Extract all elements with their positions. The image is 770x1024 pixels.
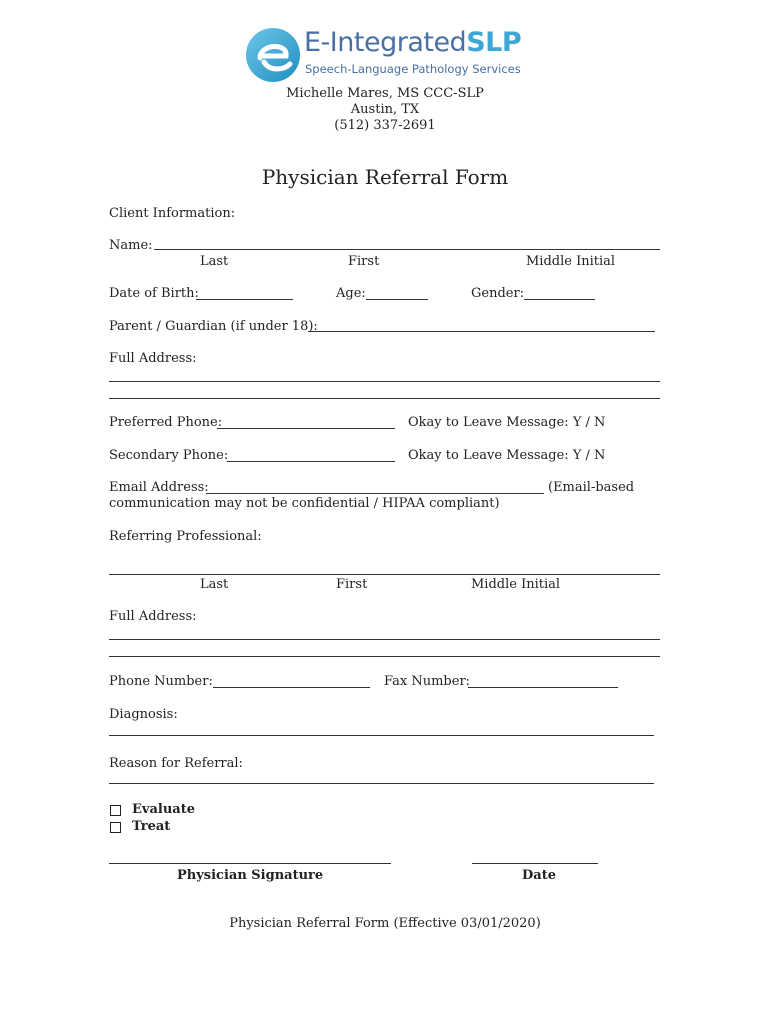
practice-phone: (512) 337-2691 <box>334 118 436 133</box>
treat-checkbox[interactable] <box>110 822 121 833</box>
client-address-field-1[interactable] <box>109 381 660 382</box>
logo-mark-icon <box>244 24 306 86</box>
fax-number-label: Fax Number: <box>384 674 471 689</box>
referring-first-caption: First <box>336 577 368 592</box>
practice-header <box>0 86 770 134</box>
guardian-field[interactable] <box>308 331 655 332</box>
gender-field[interactable] <box>524 299 595 300</box>
signature-date-label: Date <box>522 868 556 883</box>
physician-signature-field[interactable] <box>109 863 391 864</box>
age-field[interactable] <box>366 299 428 300</box>
client-section-label: Client Information: <box>109 206 236 221</box>
referring-middle-caption: Middle Initial <box>471 577 561 592</box>
phone-number-label: Phone Number: <box>109 674 213 689</box>
preferred-phone-label: Preferred Phone: <box>109 415 223 430</box>
diagnosis-label: Diagnosis: <box>109 707 178 722</box>
diagnosis-field[interactable] <box>109 735 654 736</box>
email-note-continued: communication may not be confidential / HIPAA compliant) <box>109 496 500 511</box>
page-title: Physician Referral Form <box>261 165 509 189</box>
secondary-leave-message[interactable]: Okay to Leave Message: Y / N <box>408 448 606 463</box>
client-address-field-2[interactable] <box>109 398 660 399</box>
signature-date-field[interactable] <box>472 863 598 864</box>
footer-text: Physician Referral Form (Effective 03/01/2020) <box>229 916 541 931</box>
client-name-label: Name: <box>109 238 153 253</box>
physician-signature-label: Physician Signature <box>177 868 324 883</box>
guardian-label: Parent / Guardian (if under 18): <box>109 319 318 334</box>
reason-label: Reason for Referral: <box>109 756 243 771</box>
dob-label: Date of Birth: <box>109 286 199 301</box>
referring-last-caption: Last <box>200 577 229 592</box>
preferred-phone-field[interactable] <box>217 428 395 429</box>
referring-address-field-2[interactable] <box>109 656 660 657</box>
secondary-phone-field[interactable] <box>227 461 395 462</box>
fax-number-field[interactable] <box>468 687 618 688</box>
evaluate-checkbox[interactable] <box>110 805 121 816</box>
age-label: Age: <box>336 286 366 301</box>
practitioner-name: Michelle Mares, MS CCC-SLP <box>286 86 484 101</box>
client-last-caption: Last <box>200 254 229 269</box>
logo-wordmark: E-IntegratedSLP <box>304 27 522 58</box>
client-name-field[interactable] <box>154 249 660 250</box>
client-middle-caption: Middle Initial <box>526 254 616 269</box>
email-field[interactable] <box>206 493 544 494</box>
phone-number-field[interactable] <box>213 687 370 688</box>
referring-section-label: Referring Professional: <box>109 529 262 544</box>
secondary-phone-label: Secondary Phone: <box>109 448 229 463</box>
logo-tagline: Speech-Language Pathology Services <box>305 62 521 76</box>
gender-label: Gender: <box>471 286 525 301</box>
email-label: Email Address: <box>109 480 209 495</box>
preferred-leave-message[interactable]: Okay to Leave Message: Y / N <box>408 415 606 430</box>
referring-address-field-1[interactable] <box>109 639 660 640</box>
practice-city: Austin, TX <box>350 102 420 117</box>
email-note: (Email-based <box>548 480 635 495</box>
evaluate-label: Evaluate <box>132 802 195 817</box>
reason-field[interactable] <box>109 783 654 784</box>
treat-label: Treat <box>132 819 171 834</box>
referring-address-label: Full Address: <box>109 609 197 624</box>
referring-name-field[interactable] <box>109 574 660 575</box>
company-logo <box>244 24 544 86</box>
client-address-label: Full Address: <box>109 351 197 366</box>
dob-field[interactable] <box>196 299 293 300</box>
client-first-caption: First <box>348 254 380 269</box>
